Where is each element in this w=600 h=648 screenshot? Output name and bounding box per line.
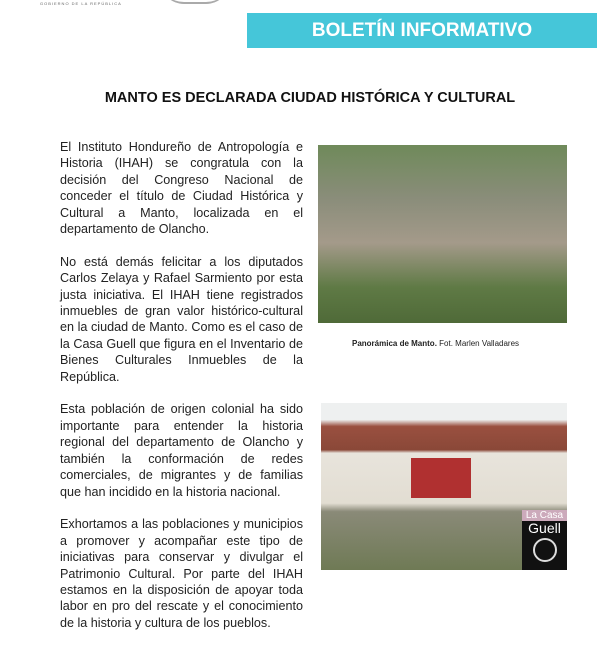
government-logo-text: GOBIERNO DE LA REPÚBLICA (40, 1, 122, 6)
logo-line1: La Casa (522, 510, 567, 521)
page-title: MANTO ES DECLARADA CIUDAD HISTÓRICA Y CULTURAL (104, 90, 516, 106)
bulletin-banner: BOLETÍN INFORMATIVO (247, 13, 597, 48)
logo-line2: Guell (528, 520, 561, 536)
caption-credit: Fot. Marlen Valladares (439, 339, 520, 348)
house-porch (411, 458, 471, 498)
article-body (60, 139, 303, 648)
paragraph: El Instituto Hondureño de Antropología e Historia (IHAH) se congratula con la decisión del Congreso Nacional de conceder el título de Ciudad Histórica y Cultural a Manto, localizada en el departamento de Olancho. (60, 140, 303, 237)
seal-logo (160, 0, 230, 4)
photo-caption (352, 339, 519, 348)
casa-guell-logo (522, 510, 567, 570)
paragraph: Exhortamos a las poblaciones y municipios a promover y acompañar este tipo de iniciativas para conservar y divulgar el Patrimonio Cultural. Por parte del IHAH estamos en la disposición de apoyar toda labor en pro del rescate y el conocimiento de la historia y cultura de los pueblos. (60, 517, 303, 630)
caption-title: Panorámica de Manto. (352, 339, 437, 348)
emblem-icon (533, 538, 557, 562)
paragraph: Esta población de origen colonial ha sido importante para entender la historia regional del departamento de Olancho y también la conformación de redes comerciales, de migrantes y de familias que han incidido en la historia nacional. (60, 402, 303, 499)
paragraph: No está demás felicitar a los diputados Carlos Zelaya y Rafael Sarmiento por esta justa iniciativa. El IHAH tiene registrados inmuebles de gran valor histórico-cultural en la ciudad de Manto. Como es el caso de la Casa Guell que figura en el Inventario de Bienes Culturales Inmuebles de la República. (60, 254, 303, 384)
manto-panorama-photo (318, 145, 567, 323)
